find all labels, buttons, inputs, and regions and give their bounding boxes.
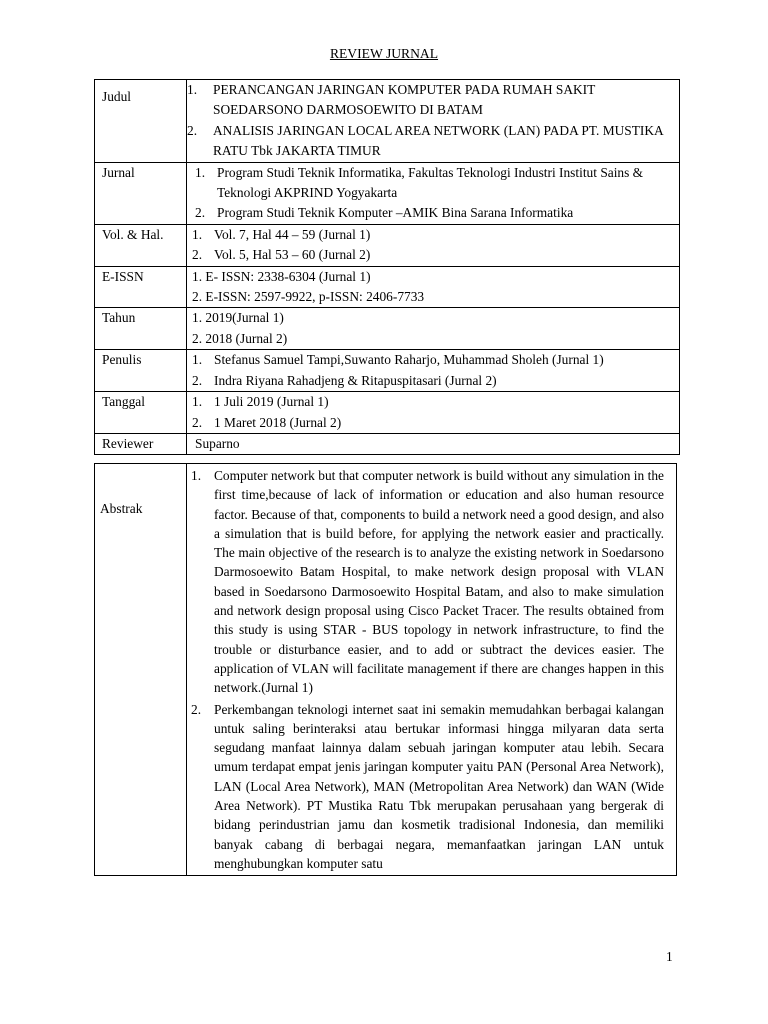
label-jurnal: Jurnal <box>95 162 187 224</box>
abstract-paragraph: Computer network but that computer network is build without any simulation in the first time,because of lack of information or education and also human resource factor. Because of that, components to build a network need a good design, and also a simulation that is build before, for applying the network easier and practically. The main objective of the research is to analyze the existing network in Soedarsono Darmosoewito Batam Hospital, to make network design proposal with VLAN based in Soedarsono Darmosoewito Hospital Batam, and also to make simulation and network design proposal using Cisco Packet Tracer. The results obtained from this study is using STAR - BUS topology in network infrastructure, to find the trouble or disturbance easier, and to add or subtract the devices easier. The application of VLAN will facilitate management if there are changes happen in this network.(Jurnal 1) <box>214 468 664 696</box>
value-tahun <box>187 308 680 350</box>
row-eissn <box>95 266 680 308</box>
label-judul: Judul <box>95 80 187 163</box>
label-abstrak: Abstrak <box>95 464 187 876</box>
list-item: 2. 2018 (Jurnal 2) <box>192 330 288 346</box>
row-tahun <box>95 308 680 350</box>
journal-info-table <box>94 79 680 455</box>
page-number: 1 <box>666 949 673 964</box>
list-item: 1. Stefanus Samuel Tampi,Suwanto Raharjo, Muhammad Sholeh (Jurnal 1) <box>192 352 604 368</box>
label-tahun: Tahun <box>95 308 187 350</box>
label-vol: Vol. & Hal. <box>95 224 187 266</box>
label-eissn: E-ISSN <box>95 266 187 308</box>
row-penulis <box>95 350 680 392</box>
row-reviewer <box>95 433 680 454</box>
value-reviewer: Suparno <box>187 433 680 454</box>
value-tanggal <box>187 392 680 434</box>
list-item: 1. E- ISSN: 2338-6304 (Jurnal 1) <box>192 268 371 284</box>
list-item: 1. Program Studi Teknik Informatika, Fakultas Teknologi Industri Institut Sains & Teknologi AKPRIND Yogyakarta <box>195 164 644 201</box>
list-item: 2. Indra Riyana Rahadjeng & Ritapuspitasari (Jurnal 2) <box>192 372 497 388</box>
list-item: 1. 1 Juli 2019 (Jurnal 1) <box>192 394 329 410</box>
value-abstrak <box>187 464 677 876</box>
page-title: REVIEW JURNAL <box>329 46 439 61</box>
row-abstrak <box>95 464 677 876</box>
value-penulis <box>187 350 680 392</box>
list-item: 1. Vol. 7, Hal 44 – 59 (Jurnal 1) <box>192 226 371 242</box>
list-item: 2. E-ISSN: 2597-9922, p-ISSN: 2406-7733 <box>192 289 425 305</box>
list-item: 1. PERANCANGAN JARINGAN KOMPUTER PADA RUMAH SAKIT SOEDARSONO DARMOSOEWITO DI BATAM <box>187 82 596 118</box>
list-item: 2. 1 Maret 2018 (Jurnal 2) <box>192 414 342 430</box>
value-vol <box>187 224 680 266</box>
value-judul <box>187 80 680 163</box>
row-vol <box>95 224 680 266</box>
abstract-table <box>94 463 677 876</box>
row-jurnal <box>95 162 680 224</box>
list-item: 1. 2019(Jurnal 1) <box>192 310 284 326</box>
label-reviewer: Reviewer <box>95 433 187 454</box>
value-eissn <box>187 266 680 308</box>
list-item: 2. Vol. 5, Hal 53 – 60 (Jurnal 2) <box>192 247 371 263</box>
list-item: 2. Perkembangan teknologi internet saat ini semakin memudahkan berbagai kalangan untuk saling berinteraksi atau bertukar informasi hingga milyaran data serta segudang manfaat lainnya dalam sebuah jaringan komputer atau lebih. Secara umum terdapat empat jenis jaringan komputer yaitu PAN (Personal Area Network), LAN (Local Area Network), MAN (Metropolitan Area Network) dan WAN (Wide Area Network). PT Mustika Ratu Tbk merupakan perusahaan yang bergerak di bidang perindustrian jamu dan kosmetik tradisional Indonesia, dan memiliki banyak cabang di berbagai negara, memanfaatkan jaringan LAN untuk menghubungkan komputer satu <box>191 700 664 874</box>
row-tanggal <box>95 392 680 434</box>
list-item: 1. Computer network but that computer network is build without any simulation in the first time,because of lack of information or education and also human resource factor. Because of that, components to build a network need a good design, and also a simulation that is build before, for applying the network easier and practically. The main objective of the research is to analyze the existing network in Soedarsono Darmosoewito Batam Hospital, to make network design proposal with VLAN based in Soedarsono Darmosoewito Hospital Batam, and also to make simulation and network design proposal using Cisco Packet Tracer. The results obtained from this study is using STAR - BUS topology in network infrastructure, to find the trouble or disturbance easier, and to add or subtract the devices easier. The application of VLAN will facilitate management if there are changes happen in this network.(Jurnal 1) <box>191 466 664 698</box>
list-item: 2. ANALISIS JARINGAN LOCAL AREA NETWORK (LAN) PADA PT. MUSTIKA RATU Tbk JAKARTA TIMUR <box>187 122 663 159</box>
label-penulis: Penulis <box>95 350 187 392</box>
abstract-paragraph: Perkembangan teknologi internet saat ini semakin memudahkan berbagai kalangan untuk saling berinteraksi atau bertukar informasi hingga milyaran data serta segudang manfaat lainnya dalam sebuah jaringan komputer atau lebih. Secara umum terdapat empat jenis jaringan komputer yaitu PAN (Personal Area Network), LAN (Local Area Network), MAN (Metropolitan Area Network) dan WAN (Wide Area Network). PT Mustika Ratu Tbk merupakan perusahaan yang bergerak di bidang perindustrian jamu dan kosmetik tradisional Indonesia, dan memiliki banyak cabang di berbagai negara, memanfaatkan jaringan LAN untuk menghubungkan komputer satu <box>214 701 664 871</box>
row-judul <box>95 80 680 163</box>
label-tanggal: Tanggal <box>95 392 187 434</box>
value-jurnal <box>187 162 680 224</box>
list-item: 2. Program Studi Teknik Komputer –AMIK Bina Sarana Informatika <box>195 205 574 221</box>
